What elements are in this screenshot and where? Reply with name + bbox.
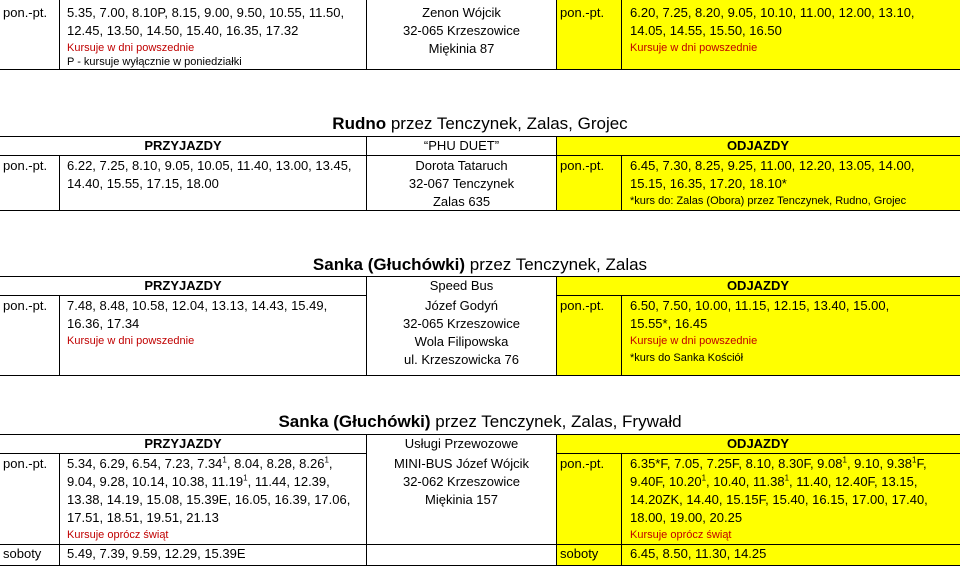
s4-left-note: Kursuje oprócz świąt [67, 529, 169, 541]
s2-right-times-1: 6.45, 7.30, 8.25, 9.25, 11.00, 12.20, 13.05, 14.00, [630, 158, 915, 173]
s4-left-times-3: 13.38, 14.19, 15.08, 15.39E, 16.05, 16.39, 17.06, [67, 492, 351, 507]
s3-carrier-name: Józef Godyń [425, 298, 498, 313]
s2-carrier-address: Zalas 635 [432, 194, 491, 209]
s4-saturday-left-day: soboty [3, 546, 42, 561]
s4-left-times-1: 5.34, 6.29, 6.54, 7.23, 7.34$^1$, 8.04, 8.28, 8.26$^1$, [67, 455, 333, 471]
s3-right-day: pon.-pt. [560, 298, 605, 313]
s1-right-day: pon.-pt. [560, 5, 605, 20]
s2-carrier-header: “PHU DUET” [423, 138, 500, 153]
s1-left-times-1: 5.35, 7.00, 8.10P, 8.15, 9.00, 9.50, 10.55, 11.50, [67, 5, 345, 20]
s2-arrivals-header: PRZYJAZDY [144, 138, 222, 153]
s1-right-times-2: 14.05, 14.55, 15.50, 16.50 [630, 23, 782, 38]
s3-left-day: pon.-pt. [3, 298, 48, 313]
s4-carrier-address: Miękinia 157 [425, 492, 498, 507]
divider [621, 295, 622, 375]
s2-departures-header: ODJAZDY [726, 138, 790, 153]
s3-route-title: Sanka (Głuchówki) przez Tenczynek, Zalas [312, 255, 648, 274]
s4-right-times-4: 18.00, 19.00, 20.25 [630, 510, 743, 525]
divider [556, 276, 557, 375]
s3-right-times-1: 6.50, 7.50, 10.00, 11.15, 12.15, 13.40, 15.00, [630, 298, 890, 313]
divider [621, 453, 622, 565]
s2-header-border [0, 155, 960, 156]
s4-header-border-right [556, 453, 960, 454]
s3-right-note-2: *kurs do Sanka Kościół [630, 352, 744, 364]
s4-right-times-3: 14.20ZK, 14.40, 15.15F, 15.40, 16.15, 17.00, 17.40, [630, 492, 928, 507]
s3-carrier-header: Speed Bus [429, 278, 494, 293]
divider [59, 453, 60, 565]
s1-left-note-1: Kursuje w dni powszednie [67, 42, 195, 54]
s2-left-times-2: 14.40, 15.55, 17.15, 18.00 [67, 176, 219, 191]
s4-carrier-name: MINI-BUS Józef Wójcik [393, 456, 530, 471]
divider [556, 136, 557, 210]
s4-route-title: Sanka (Głuchówki) przez Tenczynek, Zalas, Frywałd [278, 412, 682, 431]
divider [621, 155, 622, 210]
s4-departures-header: ODJAZDY [726, 436, 790, 451]
s3-left-note: Kursuje w dni powszednie [67, 335, 195, 347]
s4-right-day: pon.-pt. [560, 456, 605, 471]
s1-carrier-name: Zenon Wójcik [422, 5, 501, 20]
divider [621, 0, 622, 69]
s1-carrier-postal: 32-065 Krzeszowice [402, 23, 521, 38]
s3-carrier-village: Wola Filipowska [414, 334, 509, 349]
s3-arrivals-header: PRZYJAZDY [144, 278, 222, 293]
divider [556, 0, 557, 69]
s4-right-times-1: 6.35*F, 7.05, 7.25F, 8.10, 8.30F, 9.08$^1$, 9.10, 9.38$^1$F, [630, 455, 927, 471]
s3-header-border-right [556, 295, 960, 296]
s3-departures-header: ODJAZDY [726, 278, 790, 293]
s4-left-times-4: 17.51, 18.51, 19.51, 21.13 [67, 510, 219, 525]
s3-left-times-2: 16.36, 17.34 [67, 316, 140, 331]
s3-bottom-border [0, 375, 960, 376]
s1-right-note: Kursuje w dni powszednie [630, 42, 758, 54]
s4-carrier-postal: 32-062 Krzeszowice [402, 474, 521, 489]
s2-left-day: pon.-pt. [3, 158, 48, 173]
s2-route-title: Rudno przez Tenczynek, Zalas, Grojec [332, 114, 628, 133]
s4-saturday-right-times: 6.45, 8.50, 11.30, 14.25 [630, 546, 767, 561]
divider [59, 295, 60, 375]
s4-right-note: Kursuje oprócz świąt [630, 529, 732, 541]
s3-carrier-street: ul. Krzeszowicka 76 [404, 352, 519, 367]
s2-right-day: pon.-pt. [560, 158, 605, 173]
s4-saturday-right-day: soboty [560, 546, 599, 561]
s4-right-times-2: 9.40F, 10.20$^1$, 10.40, 11.38$^1$, 11.40, 12.40F, 13.15, [630, 473, 918, 489]
s1-left-note-2: P - kursuje wyłącznie w poniedziałki [67, 56, 242, 68]
s1-carrier-address: Miękinia 87 [428, 41, 495, 56]
divider [556, 434, 557, 565]
s3-right-times-2: 15.55*, 16.45 [630, 316, 708, 331]
s2-carrier-name: Dorota Tataruch [415, 158, 508, 173]
s2-left-times-1: 6.22, 7.25, 8.10, 9.05, 10.05, 11.40, 13.00, 13.45, [67, 158, 352, 173]
s1-left-times-2: 12.45, 13.50, 14.50, 15.40, 16.35, 17.32 [67, 23, 299, 38]
s4-saturday-left-times: 5.49, 7.39, 9.59, 12.29, 15.39E [67, 546, 246, 561]
s3-carrier-postal: 32-065 Krzeszowice [402, 316, 521, 331]
s1-right-times-1: 6.20, 7.25, 8.20, 9.05, 10.10, 11.00, 12.00, 13.10, [630, 5, 915, 20]
s3-left-times-1: 7.48, 8.48, 10.58, 12.04, 13.13, 14.43, 15.49, [67, 298, 328, 313]
s4-header-border-left [0, 453, 366, 454]
s2-right-note: *kurs do: Zalas (Obora) przez Tenczynek, Rudno, Grojec [630, 195, 907, 207]
s4-left-day: pon.-pt. [3, 456, 48, 471]
s4-arrivals-header: PRZYJAZDY [144, 436, 222, 451]
s1-left-day: pon.-pt. [3, 5, 48, 20]
s2-right-times-2: 15.15, 16.35, 17.20, 18.10* [630, 176, 787, 191]
divider [59, 155, 60, 210]
s4-carrier-header: Usługi Przewozowe [404, 436, 519, 451]
s3-header-border-left [0, 295, 366, 296]
divider [59, 0, 60, 69]
s4-left-times-2: 9.04, 9.28, 10.14, 10.38, 11.19$^1$, 11.44, 12.39, [67, 473, 330, 489]
s2-carrier-postal: 32-067 Tenczynek [408, 176, 515, 191]
s3-right-note-1: Kursuje w dni powszednie [630, 335, 758, 347]
